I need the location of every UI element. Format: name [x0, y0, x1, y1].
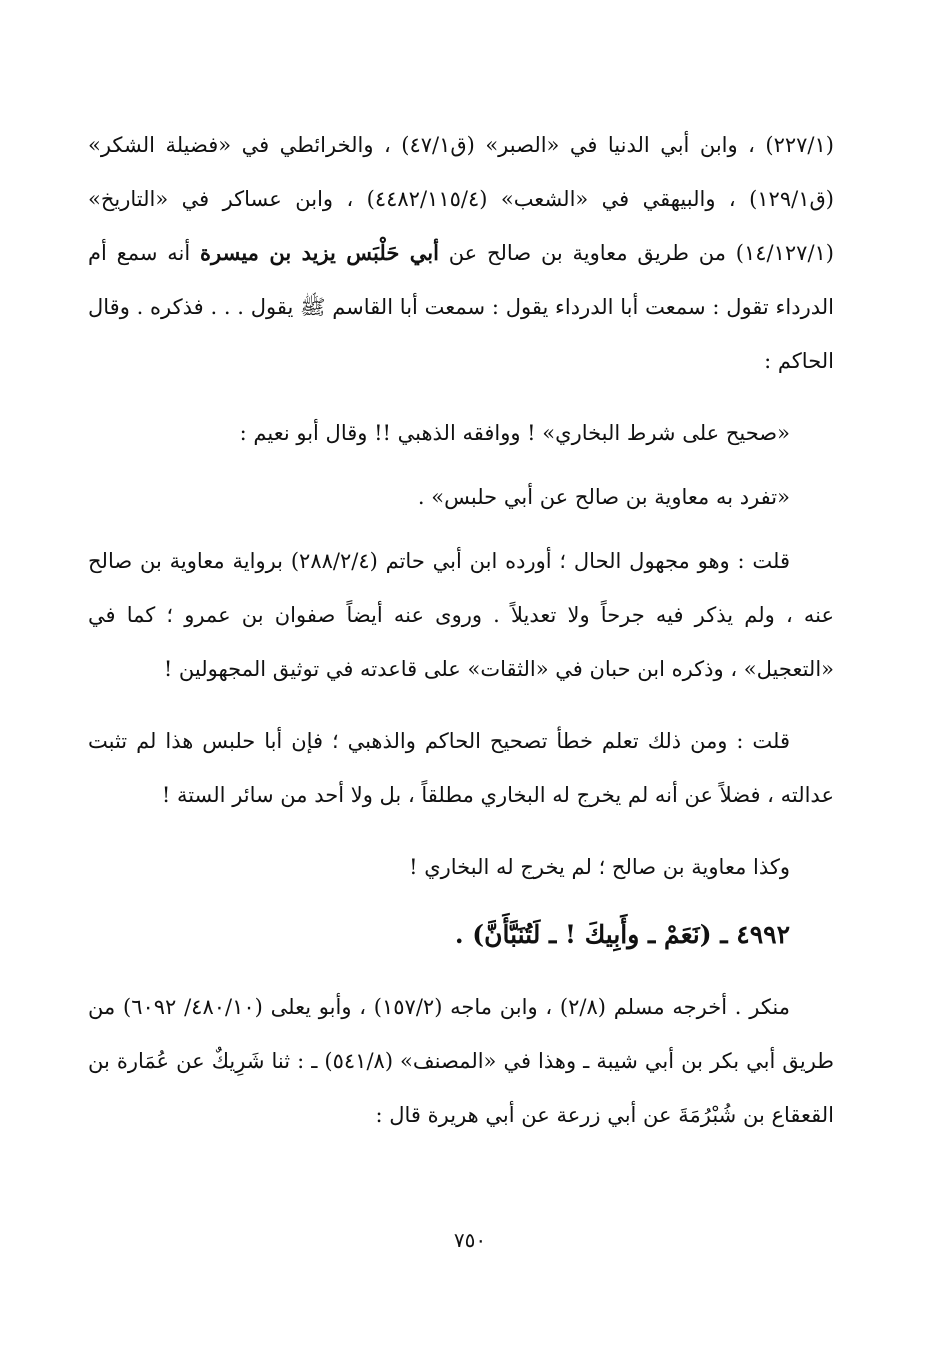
- paragraph-comment-error: قلت : ومن ذلك تعلم خطأ تصحيح الحاكم والذهبي ؛ فإن أبا حلبس هذا لم تثبت عدالته ، فضلاً عن أنه لم يخرج له البخاري مطلقاً ، بل ولا أحد من سائر الستة !: [88, 729, 834, 807]
- paragraph-comment-narrator: قلت : وهو مجهول الحال ؛ أورده ابن أبي حاتم (٢٨٨/٢/٤) برواية معاوية بن صالح عنه ، ولم يذكر فيه جرحاً ولا تعديلاً . وروى عنه أيضاً صفوان بن عمرو ؛ كما في «التعجيل» ، وذكره ابن حبان في «الثقات» على قاعدته في توثيق المجهولين !: [88, 549, 834, 681]
- page-number: ٧٥٠: [453, 1228, 487, 1252]
- paragraph-takhrij-continuation: [88, 118, 834, 388]
- paragraph-abu-nuaym-quote: «تفرد به معاوية بن صالح عن أبي حلبس» .: [417, 485, 790, 509]
- narrator-name-bold: أبي حَلْبَس يزيد بن ميسرة: [200, 240, 439, 265]
- paragraph-hadith-takhrij: منكر . أخرجه مسلم (٢/٨) ، وابن ماجه (١٥٧/٢) ، وأبو يعلى (٤٨٠/١٠/ ٦٠٩٢) من طريق أبي بكر بن أبي شيبة ـ وهذا في «المصنف» (٥٤١/٨) ـ : ثنا شَرِيكٌ عن عُمَارة بن القعقاع بن شُبْرُمَةَ عن أبي زرعة عن أبي هريرة قال :: [88, 995, 834, 1127]
- hadith-heading: ٤٩٩٢ ـ (نَعَمْ ـ وأَبِيكَ ! ـ لَتُنَبَّأَنَّ) .: [454, 920, 790, 949]
- paragraph-hakim-quote: «صحيح على شرط البخاري» ! ووافقه الذهبي !! وقال أبو نعيم :: [239, 421, 790, 445]
- paragraph-text: (٢٢٧/١) ، وابن أبي الدنيا في «الصبر» (ق٤٧/١) ، والخرائطي في «فضيلة الشكر» (ق١٢٩/١) ، والبيهقي في «الشعب» (٤٤٨٢/١١٥/٤) ، وابن عساكر في «التاريخ» (١٤/١٢٧/١) من طريق معاوية بن صالح عن: [88, 133, 834, 265]
- text-block: [88, 118, 834, 1160]
- paragraph-text: أنه سمع أم الدرداء تقول : سمعت أبا الدرداء يقول : سمعت أبا القاسم ﷺ يقول . . . فذكره . وقال الحاكم :: [88, 241, 834, 373]
- paragraph-muawiya-note: وكذا معاوية بن صالح ؛ لم يخرج له البخاري !: [409, 855, 790, 879]
